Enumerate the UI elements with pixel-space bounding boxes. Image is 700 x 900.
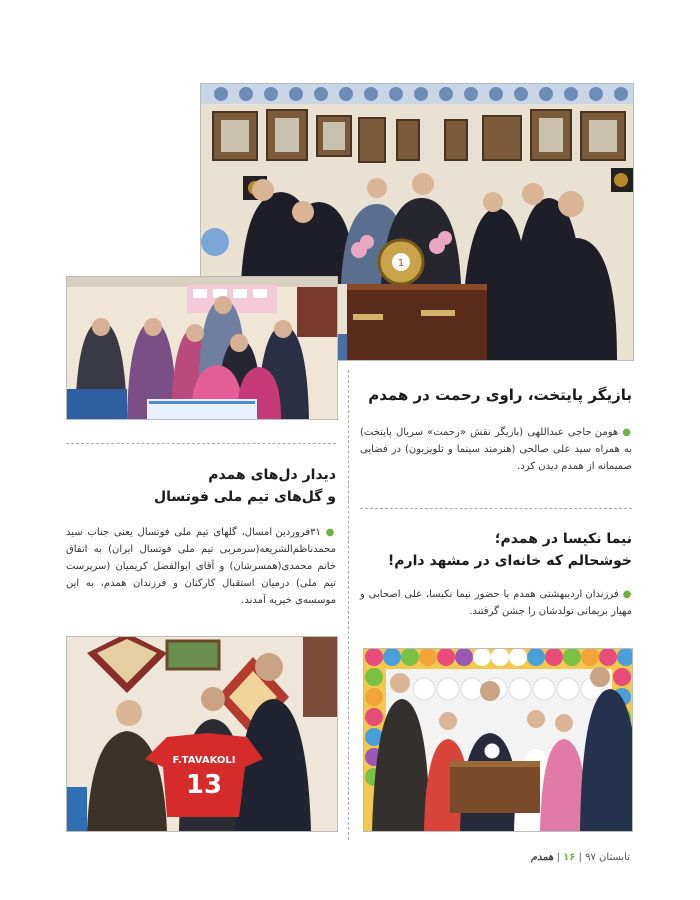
jersey-name: F.TAVAKOLI	[172, 755, 236, 766]
bullet-icon: ●	[325, 527, 336, 538]
bullet-icon: ●	[622, 589, 632, 600]
plaque-number: 1	[397, 258, 405, 269]
photo-birthday-party	[363, 648, 633, 832]
photo-futsal-jersey-image	[67, 637, 337, 831]
divider-right-middle	[360, 508, 632, 509]
footer-separator: |	[575, 852, 582, 863]
article2-body	[66, 524, 336, 609]
article2-title-line2: و گل‌های تیم ملی فوتسال	[154, 489, 336, 505]
photo-futsal-team-women	[66, 276, 338, 420]
article3-body	[360, 586, 632, 620]
page-footer	[430, 852, 630, 863]
article3-title-line2: خوشحالم که خانه‌ای در مشهد دارم!	[387, 553, 632, 569]
article2-body-text: ۳۱فروردین امسال، گلهای تیم ملی فوتسال یعنی جناب سید محمدناظم‌الشریعه(سرمربی تیم ملی فوتسال ایران) به اتفاق خانم محمدی(همسرشان) و آقای ابوالفضل کریمیان (سرپرست تیم ملی) درمیان استقبال کارکنان و فرزندان همدم، به این موسسه‌ی خیریه آمدند.	[66, 527, 336, 606]
divider-vertical	[348, 370, 349, 840]
article2-title	[66, 464, 336, 508]
footer-page-number: ۱۶	[563, 852, 576, 863]
article3-title-line1: نیما نکیسا در همدم؛	[494, 531, 632, 547]
article3-body-text: فرزندان اردیبهشتی همدم با حضور نیما نکیسا، علی اصحابی و مهیار بریمانی تولدشان را جشن گرفتند.	[360, 589, 632, 617]
jersey-number: 13	[185, 770, 223, 800]
article1-body-text: هومن حاجی عبداللهی (بازیگر نقش «رحمت» سریال پایتخت) به همراه سید علی صالحی (هنرمند سینما و تلویزیون) در فضایی صمیمانه از همدم دیدن کرد.	[360, 427, 632, 472]
footer-logo: همدم	[530, 852, 554, 863]
bullet-icon: ●	[622, 427, 632, 438]
article1-title: بازیگر پایتخت، راوی رحمت در همدم	[368, 386, 632, 404]
photo-futsal-jersey	[66, 636, 338, 832]
divider-left-top	[66, 443, 336, 444]
footer-separator: |	[553, 852, 560, 863]
article1-body	[360, 424, 632, 475]
footer-season: تابستان ۹۷	[585, 852, 630, 863]
photo-birthday-party-image	[364, 649, 632, 831]
article2-title-line1: دیدار دل‌های همدم	[208, 467, 336, 483]
photo-futsal-team-women-image	[67, 277, 337, 419]
article3-title	[360, 528, 632, 572]
